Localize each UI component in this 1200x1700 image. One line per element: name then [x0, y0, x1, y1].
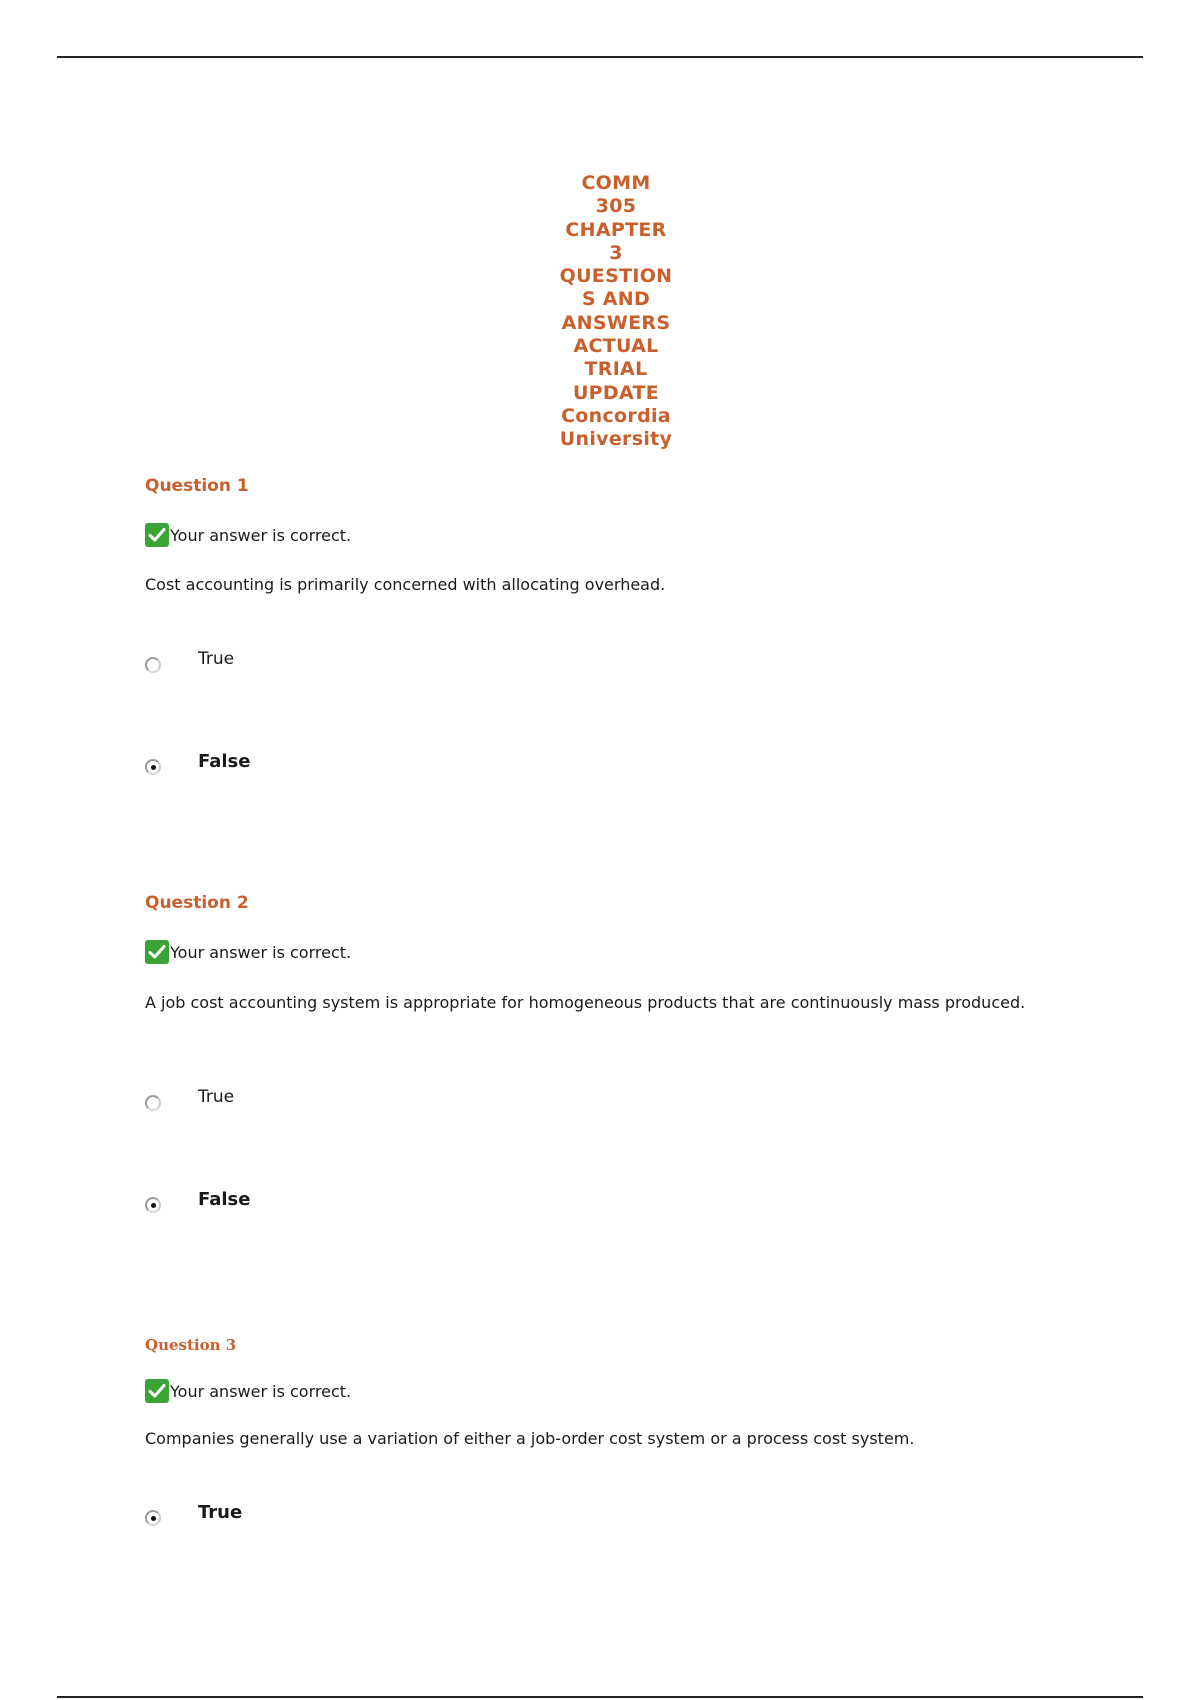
document-title: [545, 172, 687, 452]
check-icon: [145, 523, 169, 547]
option-true[interactable]: [145, 649, 235, 675]
answer-feedback: [145, 1378, 351, 1404]
option-true[interactable]: [145, 1502, 243, 1528]
question-3: [145, 1335, 1045, 1523]
top-page-rule: [57, 56, 1143, 58]
option-true[interactable]: [145, 1087, 235, 1113]
radio-button-selected[interactable]: [145, 759, 161, 775]
option-label: True: [198, 649, 235, 669]
title-line: University: [559, 428, 673, 451]
title-line: 3: [609, 241, 623, 264]
question-prompt: Cost accounting is primarily concerned with allocating overhead.: [145, 575, 666, 594]
question-heading: Question 3: [145, 1336, 237, 1354]
question-2: [145, 893, 1045, 1210]
option-label: True: [198, 1087, 235, 1107]
bottom-page-rule: [57, 1696, 1143, 1698]
title-line: ANSWERS: [561, 311, 671, 334]
radio-button[interactable]: [145, 657, 161, 673]
title-line: Concordia: [561, 404, 671, 427]
question-1: [145, 476, 1045, 772]
feedback-text: Your answer is correct.: [170, 942, 352, 962]
title-line: COMM: [581, 172, 651, 194]
title-line: UPDATE: [572, 381, 660, 404]
answer-feedback: [145, 939, 351, 965]
check-icon: [145, 940, 169, 964]
option-label: False: [198, 1189, 251, 1210]
question-heading: Question 2: [145, 893, 249, 913]
feedback-text: Your answer is correct.: [170, 525, 352, 545]
option-label: False: [198, 751, 251, 772]
title-line: 305: [595, 195, 637, 218]
title-line: CHAPTER: [565, 218, 667, 241]
title-line: S AND: [581, 288, 651, 311]
radio-button[interactable]: [145, 1095, 161, 1111]
question-heading: Question 1: [145, 476, 249, 496]
radio-button-selected[interactable]: [145, 1510, 161, 1526]
title-line: QUESTION: [559, 265, 673, 288]
feedback-text: Your answer is correct.: [170, 1381, 352, 1401]
option-label: True: [198, 1502, 243, 1523]
title-line: TRIAL: [584, 358, 648, 381]
answer-feedback: [145, 522, 351, 548]
question-prompt: A job cost accounting system is appropriate for homogeneous products that are continuously mass produced.: [145, 993, 1026, 1012]
option-false[interactable]: [145, 751, 251, 777]
check-icon: [145, 1379, 169, 1403]
radio-button-selected[interactable]: [145, 1197, 161, 1213]
question-prompt: Companies generally use a variation of either a job-order cost system or a process cost system.: [145, 1429, 915, 1448]
option-false[interactable]: [145, 1189, 251, 1215]
title-line: ACTUAL: [573, 335, 659, 358]
